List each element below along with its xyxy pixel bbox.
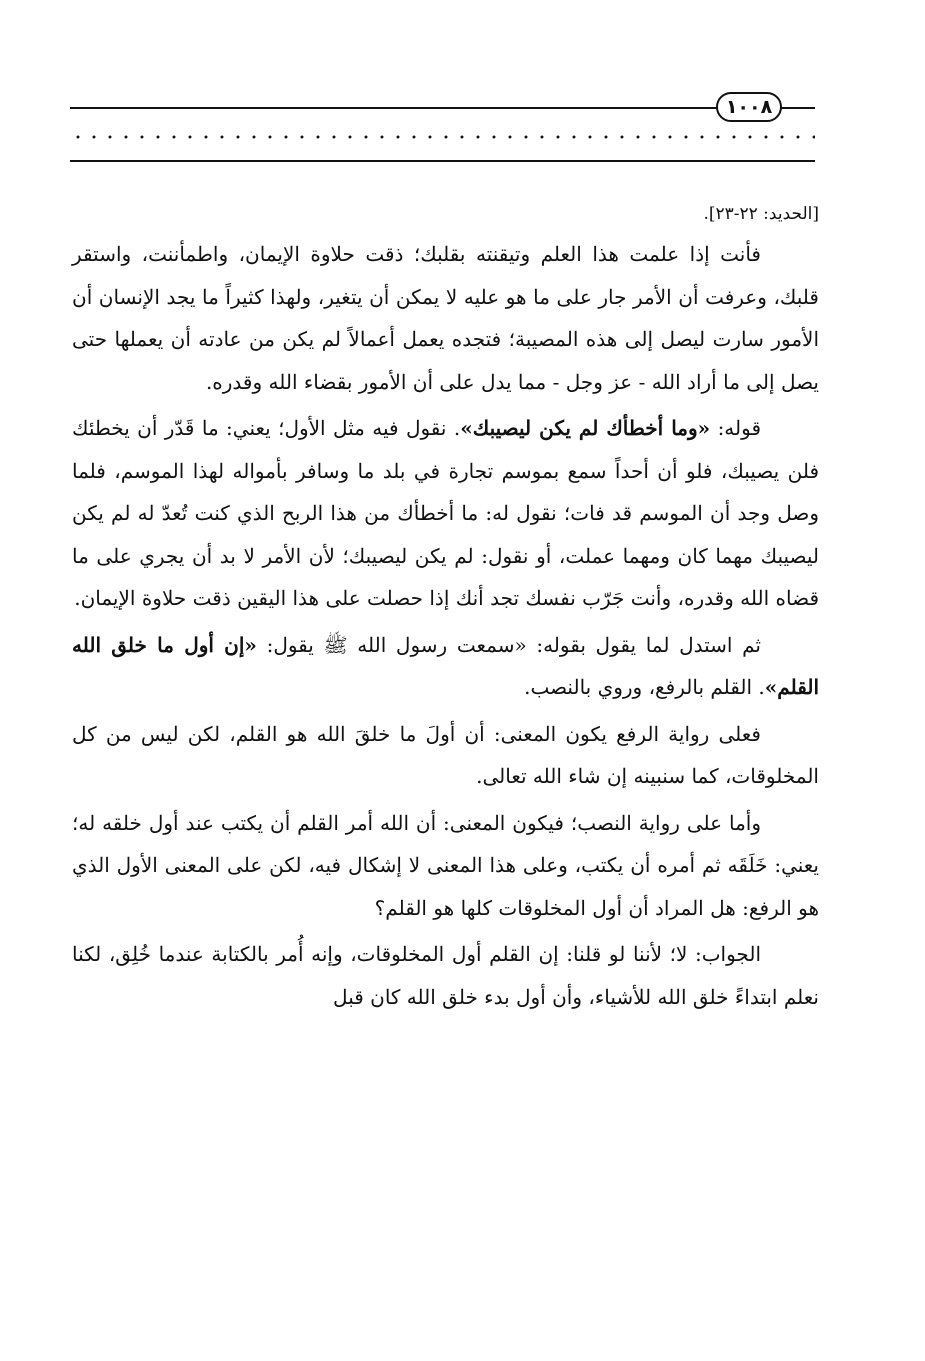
paragraph-2	[72, 407, 819, 620]
quran-reference: [الحديد: ٢٢-٢٣].	[703, 204, 819, 224]
hadith-quote-bold: «وما أخطأك لم يكن ليصيبك»	[460, 416, 711, 440]
paragraph-1: فأنت إذا علمت هذا العلم وتيقنته بقلبك؛ ذقت حلاوة الإيمان، واطمأننت، واستقر قلبك، وعرفت أن الأمر جار على ما هو عليه لا يمكن أن يتغير، ولهذا كثيراً ما يجد الإنسان أن الأمور سارت ليصل إلى هذه المصيبة؛ فتجده يعمل أعمالاً لم يكن من عادته أن يعملها حتى يصل إلى ما أراد الله - عز وجل - مما يدل على أن الأمور بقضاء الله وقدره.	[72, 242, 819, 394]
paragraph-3-body: . القلم بالرفع، وروي بالنصب.	[524, 675, 765, 699]
paragraph-6: الجواب: لا؛ لأننا لو قلنا: إن القلم أول المخلوقات، وإنه أُمر بالكتابة عندما خُلِق، لكنا نعلم ابتداءً خلق الله للأشياء، وأن أول بدء خلق الله كان قبل	[72, 942, 819, 1009]
page-number: ١٠٠٨	[716, 92, 782, 122]
paragraph-3-intro: ثم استدل لما يقول بقوله: «سمعت رسول الله ﷺ يقول:	[256, 632, 761, 657]
header-top-rule	[70, 107, 815, 109]
paragraph-4: فعلى رواية الرفع يكون المعنى: أن أولَ ما خلقَ الله هو القلم، لكن ليس من كل المخلوقات، كما سنبينه إن شاء الله تعالى.	[72, 721, 819, 788]
header-dotted-rule	[70, 134, 815, 140]
paragraph-2-intro: قوله:	[710, 416, 762, 440]
paragraph-5: وأما على رواية النصب؛ فيكون المعنى: أن الله أمر القلم أن يكتب عند أول خلقه له؛ يعني: خَلَقَه ثم أمره أن يكتب، وعلى هذا المعنى لا إشكال فيه، لكن على المعنى الأول الذي هو الرفع: هل المراد أن أول المخلوقات كلها هو القلم؟	[72, 810, 819, 920]
header-bottom-rule	[70, 160, 815, 162]
paragraph-3	[72, 624, 819, 709]
paragraph-2-body: . نقول فيه مثل الأول؛ يعني: ما قَدّر أن يخطئك فلن يصيبك، فلو أن أحداً سمع بموسم تجارة في بلد ما وسافر بأمواله لهذا الموسم، فلما وصل وجد أن الموسم قد فات؛ نقول له: ما أخطأك من هذا الربح الذي كنت تُعدّ له لم يكن ليصيبك مهما كان ومهما عملت، أو نقول: لم يكن ليصيبك؛ لأن الأمر لا بد أن يجري على ما قضاه الله وقدره، وأنت جَرّب نفسك تجد أنك إذا حصلت على هذا اليقين ذقت حلاوة الإيمان.	[72, 416, 819, 610]
page-body	[72, 195, 819, 1018]
hadith-pen-quote-bold: «إن أول ما خلق الله القلم»	[72, 632, 819, 699]
